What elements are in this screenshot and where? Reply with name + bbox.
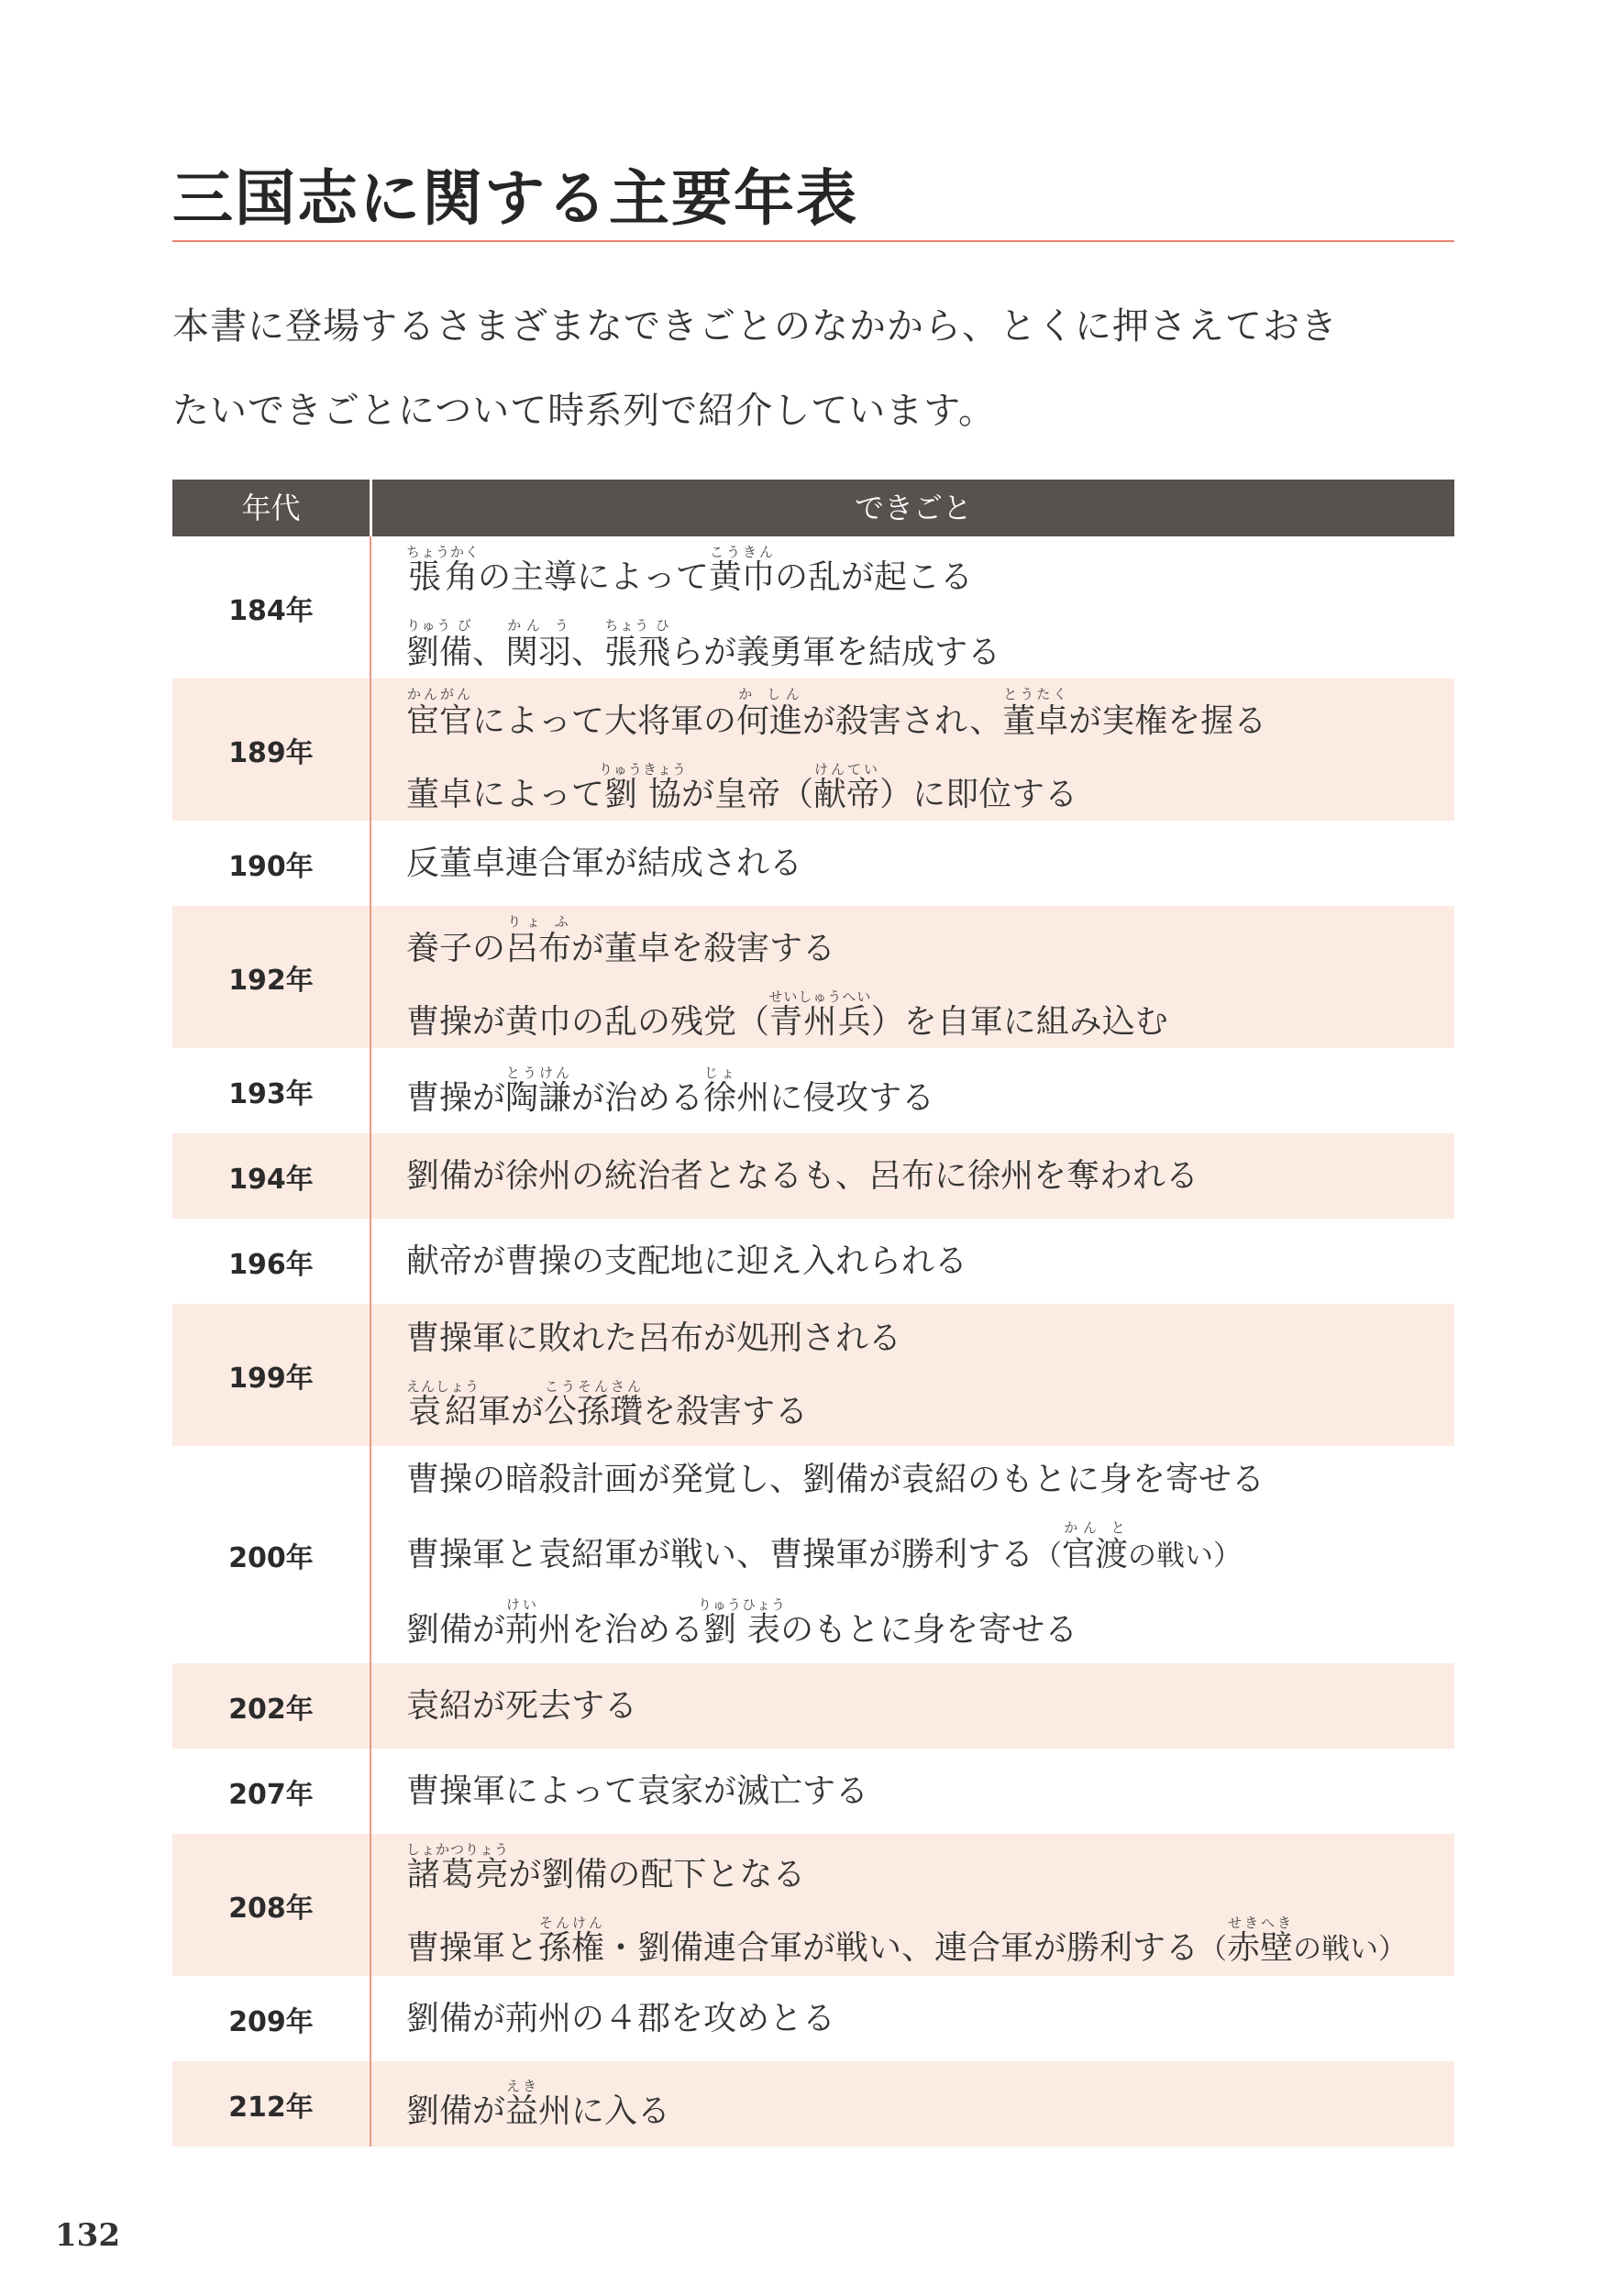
event-text: のもとに身を寄せる <box>780 1611 1078 1649</box>
furigana: りゅう び <box>406 616 473 634</box>
event-line <box>406 1841 1454 1894</box>
furigana: しょかつりょう <box>406 1840 510 1858</box>
intro-line-1: 本書に登場するさまざまなできごとのなかから、とくに押さえておき <box>172 305 1338 348</box>
event-text: 曹操が <box>406 1078 506 1117</box>
row-events <box>370 1242 1454 1281</box>
row-events <box>370 686 1454 814</box>
term-text: 劉備 <box>406 633 473 671</box>
furigana: か しん <box>736 685 803 702</box>
term-text: 董卓 <box>1002 701 1069 740</box>
event-line <box>406 1519 1454 1576</box>
term-text: 荊 <box>505 1611 539 1649</box>
event-line <box>406 1156 1454 1196</box>
term-text: 赤壁 <box>1227 1928 1294 1967</box>
row-year: 209年 <box>228 2005 314 2038</box>
event-text: の乱が起こる <box>775 557 974 596</box>
row-year: 192年 <box>228 964 314 997</box>
ruby-term <box>544 1378 644 1430</box>
furigana: かんがん <box>406 685 473 702</box>
event-line <box>406 1460 1454 1499</box>
term-text: 関羽 <box>505 633 572 671</box>
term-text: 献帝 <box>813 775 880 813</box>
event-line <box>406 1915 1454 1970</box>
table-header <box>172 480 1454 536</box>
term-text: 劉協 <box>599 775 688 813</box>
event-text: ）を自軍に組み込む <box>870 1002 1168 1041</box>
term-text: 徐 <box>703 1078 737 1117</box>
event-text: 劉備が <box>406 2092 506 2130</box>
header-year: 年代 <box>241 491 301 525</box>
table-row <box>172 2061 1454 2147</box>
event-text: 反董卓連合軍が結成される <box>406 844 803 882</box>
event-text: ・劉備連合軍が戦い、連合軍が勝利する <box>604 1928 1199 1967</box>
row-events <box>370 2078 1454 2131</box>
furigana: せきへき <box>1227 1914 1294 1931</box>
chronology-table <box>172 480 1454 2147</box>
intro-paragraph <box>172 284 1475 453</box>
row-year: 196年 <box>228 1248 314 1281</box>
event-line <box>406 544 1454 597</box>
term-text: 宦官 <box>406 701 473 740</box>
row-events <box>370 1772 1454 1811</box>
event-text: が劉備の配下となる <box>508 1855 806 1893</box>
event-text: らが義勇軍を結成する <box>670 633 1001 671</box>
furigana: えき <box>505 2077 539 2094</box>
event-line <box>406 844 1454 883</box>
event-text: 曹操軍と袁紹軍が戦い、曹操軍が勝利する <box>406 1536 1034 1573</box>
table-row <box>172 1663 1454 1749</box>
event-text: 州に入る <box>538 2092 671 2130</box>
ruby-term <box>1062 1519 1129 1573</box>
event-line <box>406 1319 1454 1358</box>
page-title: 三国志に関する主要年表 <box>172 163 858 234</box>
event-text: 曹操軍と <box>406 1928 539 1967</box>
row-events <box>370 844 1454 883</box>
term-text: 張飛 <box>604 633 671 671</box>
ruby-term <box>813 760 880 813</box>
event-text: 劉備が <box>406 1611 506 1649</box>
event-text: の戦い） <box>1293 1932 1408 1966</box>
title-underline <box>172 240 1454 242</box>
ruby-term <box>604 616 671 671</box>
event-text: が殺害され、 <box>802 701 1003 740</box>
ruby-term <box>698 1596 787 1649</box>
row-year: 190年 <box>228 850 314 883</box>
event-line <box>406 1065 1454 1118</box>
ruby-term <box>406 1378 481 1430</box>
term-text: 陶謙 <box>505 1078 572 1117</box>
furigana: ちょう ひ <box>604 616 671 634</box>
event-line <box>406 913 1454 968</box>
event-text: （ <box>1199 1932 1228 1966</box>
furigana: りょ ふ <box>505 912 572 930</box>
page-number: 132 <box>55 2217 120 2254</box>
event-text: によって大将軍の <box>472 701 737 740</box>
event-text: 曹操が黄巾の乱の残党（ <box>406 1002 770 1041</box>
event-line <box>406 1686 1454 1726</box>
table-row <box>172 1304 1454 1446</box>
event-text: 曹操の暗殺計画が発覚し、劉備が袁紹のもとに身を寄せる <box>406 1461 1265 1498</box>
ruby-term <box>709 543 776 596</box>
column-divider <box>370 536 371 2147</box>
term-text: 孫権 <box>538 1928 605 1967</box>
event-text: 、 <box>472 633 506 671</box>
table-body <box>172 536 1454 2147</box>
row-year: 207年 <box>228 1778 314 1811</box>
event-text: 州を治める <box>538 1611 704 1649</box>
term-text: 張角 <box>406 557 481 596</box>
intro-line-2: たいできごとについて時系列で紹介しています。 <box>172 390 996 432</box>
ruby-term <box>1002 685 1069 740</box>
table-row <box>172 821 1454 906</box>
term-text: 何進 <box>736 701 803 740</box>
row-events <box>370 544 1454 672</box>
event-text: 、 <box>571 633 605 671</box>
ruby-term <box>505 912 572 967</box>
event-line <box>406 988 1454 1042</box>
ruby-term <box>406 1840 510 1893</box>
row-year: 208年 <box>228 1892 314 1925</box>
furigana: じょ <box>703 1064 737 1081</box>
event-line <box>406 1772 1454 1811</box>
event-text: 曹操軍に敗れた呂布が処刑される <box>406 1319 902 1357</box>
furigana: とうたく <box>1002 685 1069 702</box>
term-text: 官渡 <box>1062 1536 1129 1573</box>
event-text: が皇帝（ <box>681 775 814 813</box>
ruby-term <box>406 685 473 740</box>
table-row <box>172 536 1454 679</box>
table-row <box>172 1219 1454 1304</box>
term-text: 青州兵 <box>768 1002 872 1041</box>
event-text: を殺害する <box>643 1393 809 1430</box>
row-events <box>370 1319 1454 1431</box>
event-text: 曹操軍によって袁家が滅亡する <box>406 1772 869 1810</box>
term-text: 袁紹 <box>406 1393 481 1430</box>
table-row <box>172 1976 1454 2061</box>
furigana: そんけん <box>538 1914 605 1931</box>
furigana: ちょうかく <box>406 543 481 560</box>
ruby-term <box>505 1064 572 1117</box>
furigana: かん と <box>1062 1519 1129 1536</box>
row-events <box>370 1841 1454 1970</box>
table-row <box>172 906 1454 1048</box>
row-events <box>370 1999 1454 2038</box>
furigana: えんしょう <box>406 1378 481 1395</box>
event-line <box>406 761 1454 814</box>
event-text: 劉備が徐州の統治者となるも、呂布に徐州を奪われる <box>406 1157 1199 1195</box>
event-text: 州に侵攻する <box>736 1078 935 1117</box>
furigana: こうきん <box>709 543 776 560</box>
row-year: 189年 <box>228 736 314 769</box>
event-text: 養子の <box>406 929 506 967</box>
furigana: とうけん <box>505 1064 572 1081</box>
row-events <box>370 1686 1454 1726</box>
event-line <box>406 686 1454 741</box>
term-text: 諸葛亮 <box>406 1855 509 1893</box>
event-text: 軍が <box>478 1393 545 1430</box>
event-text: が治める <box>571 1078 704 1117</box>
term-text: 益 <box>505 2092 539 2130</box>
ruby-term <box>703 1064 737 1117</box>
ruby-term <box>505 2077 539 2130</box>
event-text: 劉備が荊州の４郡を攻めとる <box>406 2000 836 2037</box>
furigana: かん う <box>505 616 572 634</box>
table-row <box>172 679 1454 821</box>
table-row <box>172 1749 1454 1834</box>
row-year: 212年 <box>228 2091 314 2124</box>
event-text: 袁紹が死去する <box>406 1687 638 1725</box>
term-text: 公孫瓚 <box>544 1393 644 1430</box>
row-year: 200年 <box>228 1541 314 1574</box>
term-text: 黄巾 <box>709 557 776 596</box>
term-text: 呂布 <box>505 929 572 967</box>
term-text: 劉表 <box>698 1611 787 1649</box>
ruby-term <box>406 543 481 596</box>
ruby-term <box>736 685 803 740</box>
ruby-term <box>1227 1914 1294 1967</box>
furigana: けい <box>505 1596 539 1613</box>
table-row <box>172 1446 1454 1663</box>
furigana: せいしゅうへい <box>768 988 872 1005</box>
row-events <box>370 1460 1454 1650</box>
table-row <box>172 1048 1454 1133</box>
table-row <box>172 1133 1454 1219</box>
event-line <box>406 2078 1454 2131</box>
event-text: 董卓によって <box>406 775 605 813</box>
ruby-term <box>505 616 572 671</box>
event-line <box>406 617 1454 672</box>
row-events <box>370 1065 1454 1118</box>
furigana: こうそんさん <box>544 1378 644 1395</box>
ruby-term <box>599 760 688 813</box>
row-events <box>370 913 1454 1042</box>
event-text: が実権を握る <box>1068 701 1267 740</box>
furigana: りゅうきょう <box>599 760 688 778</box>
table-row <box>172 1834 1454 1976</box>
furigana: けんてい <box>813 760 880 778</box>
row-year: 184年 <box>228 594 314 627</box>
row-events <box>370 1156 1454 1196</box>
event-text: （ <box>1033 1540 1063 1573</box>
event-text: が董卓を殺害する <box>571 929 836 967</box>
row-year: 199年 <box>228 1362 314 1395</box>
event-text: 献帝が曹操の支配地に迎え入れられる <box>406 1242 968 1280</box>
event-text: ）に即位する <box>879 775 1078 813</box>
event-text: の主導によって <box>478 557 710 596</box>
event-line <box>406 1596 1454 1650</box>
ruby-term <box>406 616 473 671</box>
ruby-term <box>505 1596 539 1649</box>
row-year: 194年 <box>228 1163 314 1196</box>
furigana: りゅうひょう <box>698 1596 787 1613</box>
row-year: 193年 <box>228 1077 314 1110</box>
ruby-term <box>768 988 872 1041</box>
event-line <box>406 1999 1454 2038</box>
event-text: の戦い） <box>1128 1540 1243 1573</box>
event-line <box>406 1242 1454 1281</box>
ruby-term <box>538 1914 605 1967</box>
row-year: 202年 <box>228 1693 314 1726</box>
header-event: できごと <box>854 491 972 525</box>
event-line <box>406 1378 1454 1431</box>
